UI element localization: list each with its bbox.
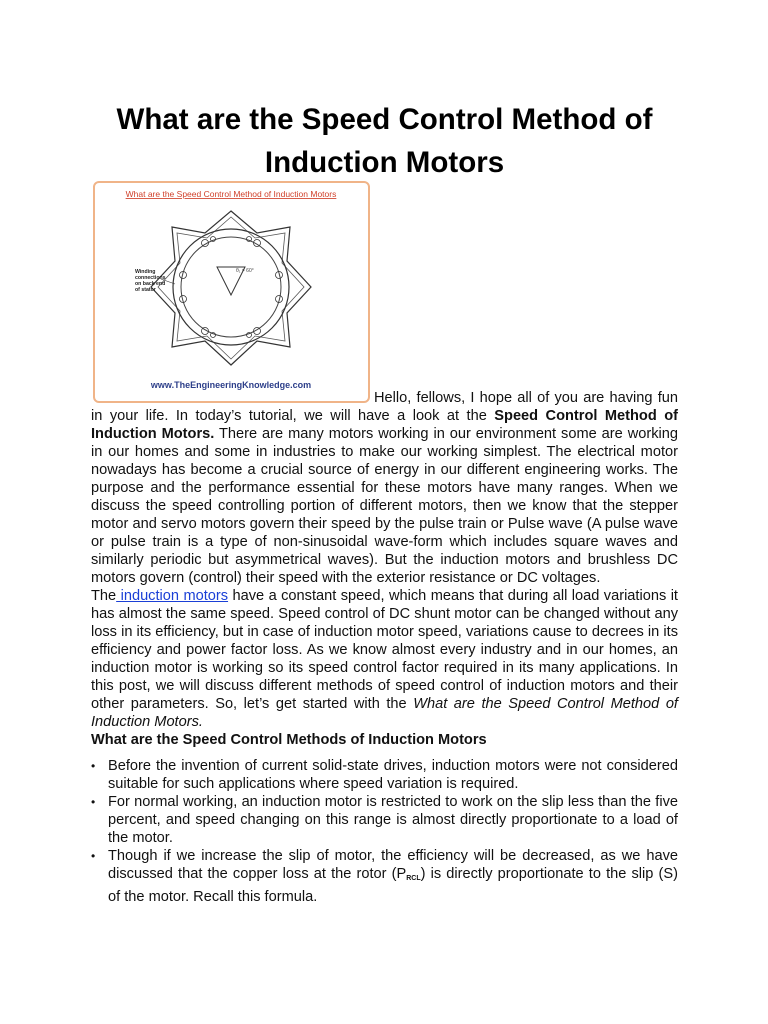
winding-star-inner [158, 217, 304, 359]
figure-source: www.TheEngineeringKnowledge.com [150, 380, 312, 390]
svg-text:θ₁ = 60°: θ₁ = 60° [236, 268, 254, 274]
second-paragraph: The induction motors have a constant speed, which means that during all load variations it has almost the same speed. Speed control of DC shunt motor can be changed without any loss in its efficiency, but in case of induction motor speed, variations cause to decrees in its efficiency and power factor loss. As we know almost every industry and in our homes, an induction motor is working so its speed control factor required in its many applications. In this post, we will discuss different methods of speed control of induction motors and their other parameters. So, let’s get started with the What are the Speed Control Method of Induction Motors. [91, 588, 678, 730]
list-item: • Before the invention of current solid-state drives, induction motors were not considered suitable for such applications where speed variation is required. [91, 758, 678, 792]
intro-paragraph: Hello, fellows, I hope all of you are having fun in your life. In today’s tutorial, we will have a look at the Speed Control Method of Induction Motors. There are many motors working in our environment some are working in our homes and some in industries to make our working simplest. The electrical motor nowadays has become a crucial source of energy in our different engineering works. The purpose and the performance essential for these motors have many ranges. When we discuss the speed controlling portion of different motors, then we know that the stepper motor and servo motors govern their speed by the pulse train or Pulse wave (A pulse wave or pulse train is a type of non-sinusoidal wave-form which includes square waves and similarly periodic but asymmetrical waves). But the induction motors and brushless DC motors govern (control) their speed with the exterior resistance or DC voltages. [91, 390, 678, 586]
winding-star-outer [151, 211, 311, 365]
list-item: • Though if we increase the slip of motor, the efficiency will be decreased, as we have discussed that the copper loss at the rotor $(P_{RCL})$ is directly proportionate to the slip (S) of the motor. Recall this formula. [91, 848, 678, 905]
winding-diagram [95, 183, 368, 401]
italic-title: What are the Speed Control Method of Induction Motors. [91, 696, 678, 730]
motor-winding-figure [93, 181, 370, 403]
list-item: • For normal working, an induction motor is restricted to work on the slip less than the five percent, and speed changing on this range is almost directly proportionate to a load of the motor. [91, 794, 678, 846]
article-body [91, 389, 678, 906]
svg-text:Winding connections: Winding connections on back end of stator [135, 269, 166, 293]
stator-outer-ring [173, 229, 289, 345]
bullet-list [91, 757, 678, 906]
bullet-icon: • [91, 849, 96, 863]
bullet-icon: • [91, 795, 96, 809]
page-title: What are the Speed Control Method of Induction Motors [116, 103, 653, 179]
bullet-icon: • [91, 759, 96, 773]
section-heading: What are the Speed Control Methods of Induction Motors [91, 732, 487, 748]
induction-motors-link[interactable]: induction motors [116, 588, 229, 604]
bold-topic: Speed Control Method of Induction Motors. [91, 408, 678, 442]
figure-caption: What are the Speed Control Method of Induction Motors [125, 189, 337, 199]
stator-inner-ring [181, 237, 281, 337]
